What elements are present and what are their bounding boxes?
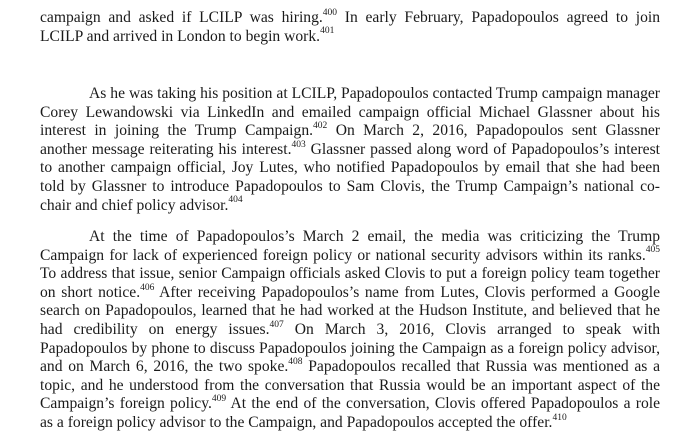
text-line: [40, 141, 660, 160]
footnote-ref-406[interactable]: 406: [140, 282, 155, 293]
text-line: [40, 358, 660, 377]
line-text: search on Papadopoulos, learned that he had worked at the Hudson Institute, and believed that he: [40, 302, 660, 320]
line-text: another message reiterating his interest.: [40, 140, 292, 158]
text-line: [40, 85, 660, 104]
footnote-ref-402[interactable]: 402: [313, 121, 328, 131]
footnote-ref-405[interactable]: 405: [645, 245, 660, 256]
line-text: Papadopoulos by phone to discuss Papadopoulos joining the Campaign as a foreign policy advisor,: [40, 339, 660, 357]
paragraph-continuation: [40, 9, 660, 46]
line-text: had credibility on energy issues.: [40, 320, 270, 338]
text-line: [40, 228, 660, 247]
text-line: [40, 321, 660, 340]
text-line: [40, 284, 660, 303]
line-text: Campaign for lack of experienced foreign policy or national security advisors within its ranks.: [40, 246, 646, 264]
text-line: [40, 247, 660, 266]
line-text: On March 2, 2016, Papadopoulos sent Glassner: [327, 122, 660, 140]
text-line: [40, 197, 660, 216]
line-text: LCILP and arrived in London to begin work.: [40, 27, 321, 45]
line-text: At the end of the conversation, Clovis offered Papadopoulos a role: [226, 395, 660, 413]
line-text: As he was taking his position at LCILP, Papadopoulos contacted Trump campaign manager: [89, 85, 660, 102]
line-text: After receiving Papadopoulos’s name from Lutes, Clovis performed a Google: [154, 283, 661, 301]
paragraph-march-email: [40, 228, 660, 433]
paragraph-lcilp-contact: [40, 85, 660, 215]
footnote-ref-404[interactable]: 404: [228, 195, 243, 206]
text-line: [40, 377, 660, 396]
line-text: chair and chief policy advisor.: [40, 196, 229, 214]
text-line: [40, 302, 660, 321]
footnote-ref-407[interactable]: 407: [269, 319, 284, 330]
line-text: to another campaign official, Joy Lutes, who notified Papadopoulos by email that she had been: [40, 159, 660, 177]
line-text: interest in joining the Trump Campaign.: [40, 122, 314, 140]
line-text: and on March 6, 2016, the two spoke.: [40, 358, 289, 376]
line-text: Campaign’s foreign policy.: [40, 395, 212, 413]
line-text: Papadopoulos recalled that Russia was mentioned as a: [302, 358, 660, 376]
footnote-ref-409[interactable]: 409: [211, 394, 227, 405]
line-text: Corey Lewandowski via LinkedIn and emailed campaign official Michael Glassner about his: [40, 103, 660, 121]
text-line: [40, 104, 660, 123]
line-text: topic, and he understood from the conversation that Russia would be an important aspect of the: [40, 376, 660, 394]
text-line: [40, 28, 660, 47]
line-text: To address that issue, senior Campaign officials asked Clovis to put a foreign policy team together: [40, 265, 660, 283]
text-line: [40, 414, 660, 433]
footnote-ref-403[interactable]: 403: [291, 139, 306, 150]
text-line: [40, 265, 660, 284]
line-text: told by Glassner to introduce Papadopoulos to Sam Clovis, the Trump Campaign’s national co-: [40, 177, 660, 195]
line-text: At the time of Papadopoulos’s March 2 email, the media was criticizing the Trump: [89, 228, 660, 245]
line-text: as a foreign policy advisor to the Campaign, and Papadopoulos accepted the offer.: [40, 413, 553, 431]
footnote-ref-408[interactable]: 408: [288, 356, 303, 367]
text-line: [40, 178, 660, 197]
line-text: In early February, Papadopoulos agreed to join: [337, 9, 660, 26]
text-line: [40, 159, 660, 178]
text-line: [40, 395, 660, 414]
line-text: Glassner passed along word of Papadopoulos’s interest: [305, 140, 660, 158]
line-text: on short notice.: [40, 283, 141, 301]
text-line: [40, 9, 660, 28]
footnote-ref-400[interactable]: 400: [322, 7, 338, 18]
line-text: On March 3, 2016, Clovis arranged to speak with: [283, 320, 661, 338]
text-line: [40, 122, 660, 141]
text-line: [40, 340, 660, 359]
footnote-ref-410[interactable]: 410: [552, 412, 567, 423]
footnote-ref-401[interactable]: 401: [320, 26, 335, 37]
line-text: campaign and asked if LCILP was hiring.: [40, 9, 323, 26]
